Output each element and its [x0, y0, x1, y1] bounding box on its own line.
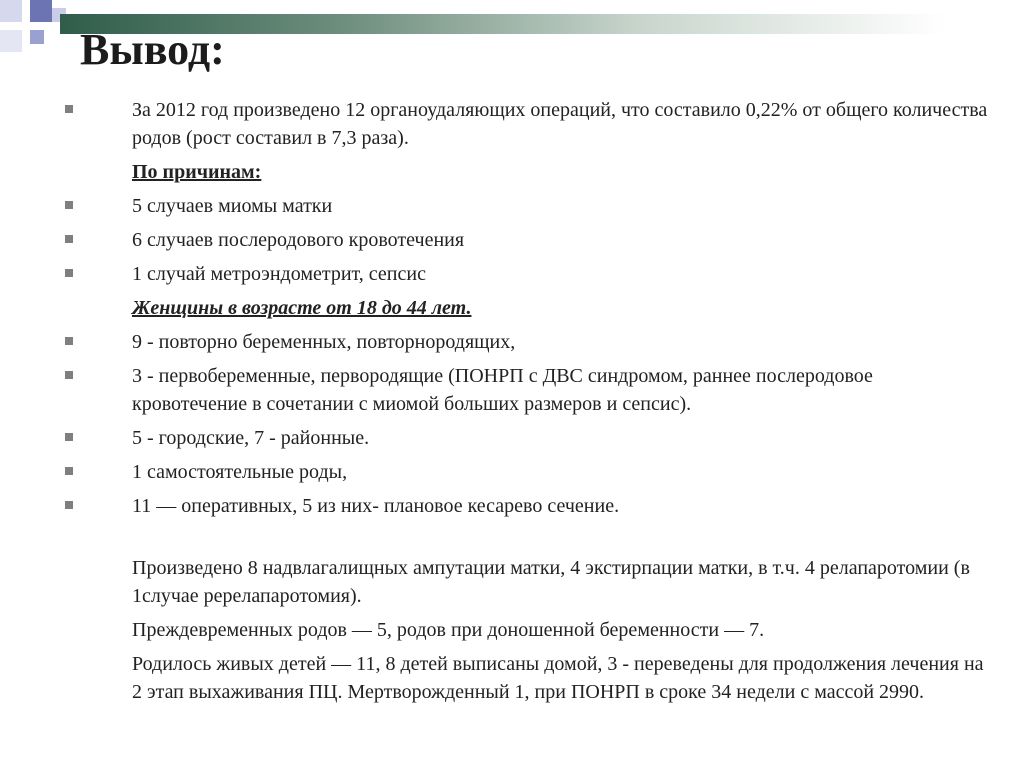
list-item [62, 362, 992, 418]
slide-body [62, 96, 992, 706]
section-heading-text: Женщины в возрасте от 18 до 44 лет. [132, 297, 472, 319]
bullet-square-icon [65, 269, 73, 277]
list-item-text: 6 случаев послеродового кровотечения [132, 229, 465, 251]
bullet-square-icon [65, 105, 73, 113]
corner-decoration [0, 0, 80, 70]
list-item [62, 260, 992, 288]
bullet-square-icon [65, 433, 73, 441]
list-item-text: 1 случай метроэндометрит, сепсис [132, 263, 426, 285]
bullet-square-icon [65, 501, 73, 509]
paragraph-text: Произведено 8 надвлагалищных ампутации матки, 4 экстирпации матки, в т.ч. 4 релапаротомии (в 1случае ререлапаротомия). [132, 557, 970, 607]
paragraph-text: Преждевременных родов — 5, родов при доношенной беременности — 7. [132, 619, 765, 641]
paragraph [62, 616, 992, 644]
list-item [62, 226, 992, 254]
list-item-text: 5 случаев миомы матки [132, 195, 333, 217]
bullet-square-icon [65, 337, 73, 345]
slide-title: Вывод: [80, 25, 225, 74]
list-item-text: За 2012 год произведено 12 органоудаляющих операций, что составило 0,22% от общего количества родов (рост составил в 7,3 раза). [132, 99, 988, 149]
section-heading-text: По причинам: [132, 161, 262, 183]
list-item [62, 492, 992, 520]
list-item-text: 5 - городские, 7 - районные. [132, 427, 370, 449]
bullet-square-icon [65, 467, 73, 475]
bullet-square-icon [65, 201, 73, 209]
paragraph [62, 554, 992, 610]
list-item [62, 424, 992, 452]
section-heading [62, 294, 992, 322]
list-item [62, 328, 992, 356]
section-heading [62, 158, 992, 186]
paragraph [62, 650, 992, 706]
bullet-square-icon [65, 235, 73, 243]
list-item-text: 11 — оперативных, 5 из них- плановое кесарево сечение. [132, 495, 620, 517]
paragraph-text: Родилось живых детей — 11, 8 детей выписаны домой, 3 - переведены для продолжения лечения на 2 этап выхаживания ПЦ. Мертворожденный 1, при ПОНРП в сроке 34 недели с массой 2990. [132, 653, 984, 703]
list-item-text: 9 - повторно беременных, повторнородящих, [132, 331, 516, 353]
bullet-square-icon [65, 371, 73, 379]
list-item [62, 458, 992, 486]
list-item-text: 1 самостоятельные роды, [132, 461, 348, 483]
list-item [62, 192, 992, 220]
list-item [62, 96, 992, 152]
list-item-text: 3 - первобеременные, первородящие (ПОНРП с ДВС синдромом, раннее послеродовое кровотечение в сочетании с миомой больших размеров и сепсис). [132, 365, 873, 415]
